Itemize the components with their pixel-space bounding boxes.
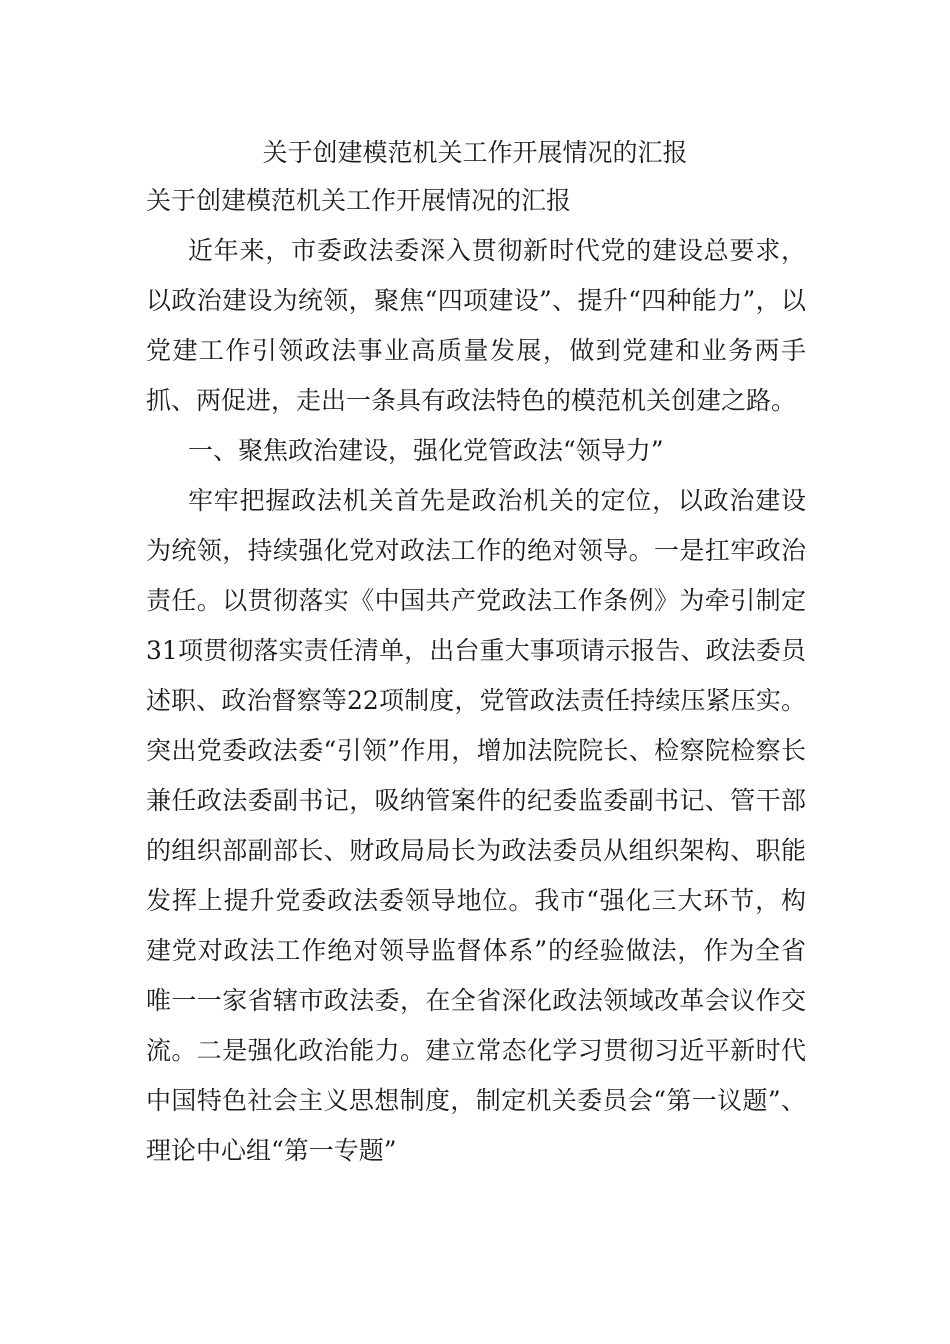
section-heading: 一、聚焦政治建设，强化党管政法“领导力” <box>188 436 664 465</box>
document-title: 关于创建模范机关工作开展情况的汇报 <box>262 138 688 167</box>
intro-paragraph: 近年来，市委政法委深入贯彻新时代党的建设总要求，以政治建设为统领，聚焦“四项建设”、提升“四种能力”，以党建工作引领政法事业高质量发展，做到党建和业务两手抓、两促进，走出一条具有政法特色的模范机关创建之路。 <box>146 236 806 415</box>
document-body <box>146 176 806 1176</box>
subtitle-paragraph: 关于创建模范机关工作开展情况的汇报 <box>146 186 572 215</box>
body-paragraph: 牢牢把握政法机关首先是政治机关的定位，以政治建设为统领，持续强化党对政法工作的绝对领导。一是扛牢政治责任。以贯彻落实《中国共产党政法工作条例》为牵引制定31项贯彻落实责任清单，出台重大事项请示报告、政法委员述职、政治督察等22项制度，党管政法责任持续压紧压实。突出党委政法委“引领”作用，增加法院院长、检察院检察长兼任政法委副书记，吸纳管案件的纪委监委副书记、管干部的组织部副部长、财政局局长为政法委员从组织架构、职能发挥上提升党委政法委领导地位。我市“强化三大环节，构建党对政法工作绝对领导监督体系”的经验做法，作为全省唯一一家省辖市政法委，在全省深化政法领域改革会议作交流。二是强化政治能力。建立常态化学习贯彻习近平新时代中国特色社会主义思想制度，制定机关委员会“第一议题”、理论中心组“第一专题” <box>146 486 806 1165</box>
